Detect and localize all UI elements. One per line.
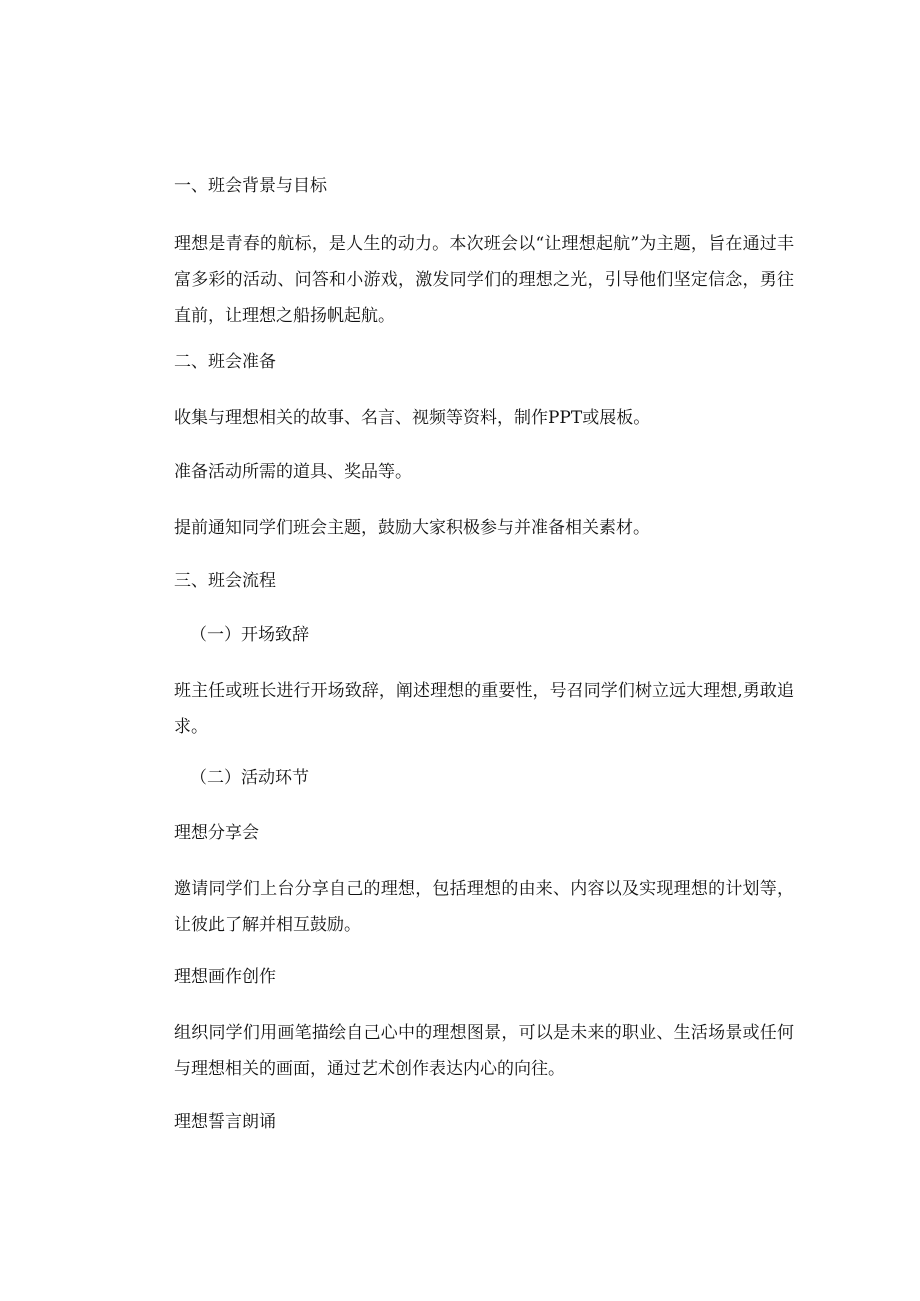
preparation-item-3: 提前通知同学们班会主题，鼓励大家积极参与并准备相关素材。 (174, 518, 650, 538)
paragraph-painting: 组织同学们用画笔描绘自己心中的理想图景，可以是未来的职业、生活场景或任何与理想相关的画面，通过艺术创作表达内心的向往。 (174, 1023, 794, 1079)
activity-title-oath: 理想誓言朗诵 (174, 1112, 276, 1132)
subsection-heading-activities: （二）活动环节 (190, 768, 309, 788)
paragraph-background: 理想是青春的航标，是人生的动力。本次班会以“让理想起航”为主题，旨在通过丰富多彩的活动、问答和小游戏，激发同学们的理想之光，引导他们坚定信念，勇往直前，让理想之船扬帆起航。 (174, 234, 794, 326)
section-heading-background: 一、班会背景与目标 (174, 176, 327, 196)
section-heading-preparation: 二、班会准备 (174, 352, 276, 372)
paragraph-opening: 班主任或班长进行开场致辞，阐述理想的重要性，号召同学们树立远大理想,勇敢追求。 (174, 681, 794, 737)
preparation-item-2: 准备活动所需的道具、奖品等。 (174, 462, 412, 482)
preparation-item-1: 收集与理想相关的故事、名言、视频等资料，制作PPT或展板。 (174, 408, 651, 428)
paragraph-sharing: 邀请同学们上台分享自己的理想，包括理想的由来、内容以及实现理想的计划等，让彼此了解并相互鼓励。 (174, 879, 794, 935)
section-heading-procedure: 三、班会流程 (174, 571, 276, 591)
subsection-heading-opening: （一）开场致辞 (190, 625, 309, 645)
activity-title-painting: 理想画作创作 (174, 967, 276, 987)
activity-title-sharing: 理想分享会 (174, 823, 259, 843)
